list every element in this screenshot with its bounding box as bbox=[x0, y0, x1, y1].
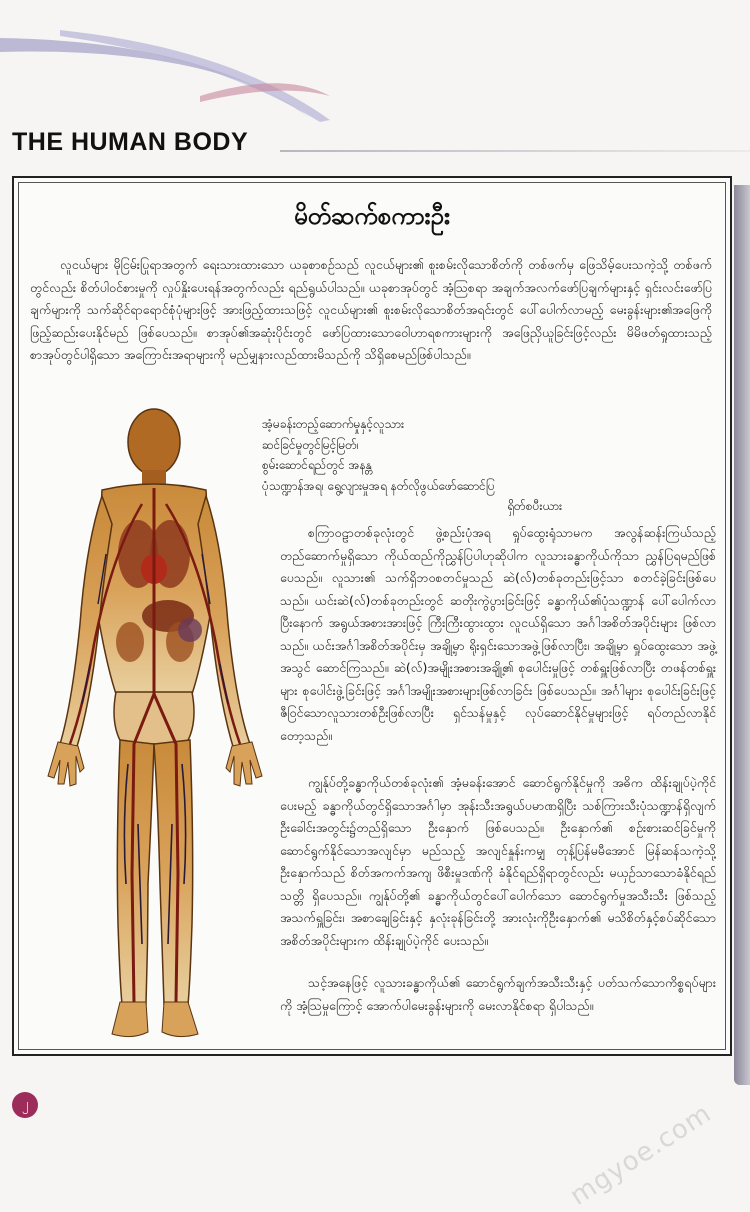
poem-line: ပုံသဏ္ဍာန်အရ၊ ရွေ့လျားမှုအရ နတ်လိုဖွယ်ဖော်ဆောင်ပြ bbox=[262, 478, 495, 493]
page-edge-shadow bbox=[734, 185, 750, 1085]
body-paragraph: သင့်အနေဖြင့် လူသားခန္ဓာကိုယ်၏ ဆောင်ရွက်ချက်အသီးသီးနှင့် ပတ်သက်သောကိစ္စရပ်များကို အံ့သြမှုကြောင့် အောက်ပါမေးခွန်းများကို မေးလာနိုင်စရာ ရှိပါသည်။ bbox=[280, 975, 716, 1013]
page-number-badge: ၂ bbox=[12, 1092, 38, 1118]
poem-line: စွမ်းဆောင်ရည်တွင် အနန္တ bbox=[262, 458, 372, 472]
decorative-swoosh bbox=[0, 0, 750, 130]
header-rule bbox=[280, 150, 750, 152]
article-title: မိတ်ဆက်စကားဦး bbox=[293, 202, 451, 230]
body-paragraph: စကြာဝဠာတစ်ခုလုံးတွင် ဖွဲ့စည်းပုံအရ ရှုပ်ထွေးရုံသာမက အလွန်ဆန်းကြယ်သည့် တည်ဆောက်မှုရှိသော ကိုယ်ထည်ကိုညွှန်ပြပါဟုဆိုပါက လူသားခန္ဓာကိုယ်ကိုသာ ညွှန်ပြရမည်ဖြစ်ပေသည်။ လူသား၏ သက်ရှိဘဝစတင်မှုသည် ဆဲ(လ်)တစ်ခုတည်းဖြင့်သာ စတင်ခဲ့ခြင်းဖြစ်ပေသည်။ ယင်းဆဲ(လ်)တစ်ခုတည်းတွင် ဆတိုးကွဲပွားခြင်းဖြင့် ခန္ဓာကိုယ်၏ပုံသဏ္ဍာန် ပေါ်ပေါက်လာပြီးနောက် အရွယ်အစားအားဖြင့် ကြီးကြီးထွားထွား လူငယ်ရှိသော အင်္ဂါအစိတ်အပိုင်းများ ဖြစ်လာသည်။ ယင်းအင်္ဂါအစိတ်အပိုင်းမှ အချို့မှာ ရိုးရှင်းသောအဖွဲ့ဖြစ်လာပြီး၊ အချို့မှာ ရှုပ်ထွေးသော အဖွဲ့အသွင် ဆောင်ကြသည်။ ဆဲ(လ်)အမျိုးအစားအချို့၏ စုပေါင်းမှုဖြင့် တစ်ရှူးဖြစ်လာပြီး တဖန်တစ်ရှူးများ စုပေါင်းဖွဲ့ခြင်းဖြင့် အင်္ဂါအမျိုးအစားများဖြစ်လာခြင်း ဖြစ်ပေသည်။ အင်္ဂါများ စုပေါင်းခြင်းဖြင့် ဇီဝြင်သောလူသားတစ်ဦးဖြစ်လာပြီး ရှင်သန်မှုနှင့် လုပ်ဆောင်နိုင်မှုများဖြင့် ရပ်တည်လာနိုင်တော့သည်။ bbox=[280, 525, 716, 743]
poem-line: ဆင်ခြင်မှုတွင်မြင့်မြတ်၊ bbox=[262, 437, 359, 452]
poem-author: ရှိတ်စပီးယား bbox=[507, 499, 562, 513]
watermark: mgyoe.com bbox=[564, 1098, 718, 1212]
poem-line: အံ့မခန်းတည့်ဆောက်မှုနှင့်လူသား bbox=[262, 417, 405, 431]
poem-quote bbox=[262, 414, 562, 517]
human-body-illustration bbox=[42, 404, 268, 1044]
header-title: THE HUMAN BODY bbox=[12, 128, 249, 156]
intro-paragraph: လူငယ်များ မိုငြမ်းပြုရာအတွက် ရေးသားထားသော ယခုစာစဉ်သည် လူငယ်များ၏ စူးစမ်းလိုသောစိတ်ကို တစ်ဖက်မှ ဖြေသိမ့်ပေးသကဲ့သို့ တစ်ဖက်တွင်လည်း စိတ်ပါဝင်စားမှုကို လှုပ်နှိုးပေးရန်အတွက်လည်း ရည်ရွယ်ပါသည်။ ယခုစာအုပ်တွင် အံ့သြစရာ အချက်အလက်ဖော်ပြချက်များနှင့် ရှင်းလင်းဖော်ပြချက်များကို သက်ဆိုင်ရာရောင်စုံပုံများဖြင့် အားဖြည့်ထားသဖြင့် လူငယ်များ၏ စူးစမ်းလိုသောစိတ်အရင်းတွင် ပေါ်ပေါက်လာမည့် မေးခွန်းများ၏အဖြေကို ဖြည့်ဆည်းပေးနိုင်မည် ဖြစ်ပေသည်။ စာအုပ်၏အဆုံးပိုင်းတွင် ဖော်ပြထားသောဝေါဟာရစကားများကို အဖြေညှိယူခြင်းဖြင့်လည်း မိမိဖတ်ရှုထားသည့် စာအုပ်တွင်ပါရှိသော အကြောင်းအရာများကို မည်မျှနားလည်ထားမိသည်ကို သိရှိစေမည်ဖြစ်ပါသည်။ bbox=[30, 257, 712, 362]
body-paragraph: ကျွန်ုပ်တို့ခန္ဓာကိုယ်တစ်ခုလုံး၏ အံ့မခန်းအောင် ဆောင်ရွက်နိုင်မှုကို အဓိက ထိန်းချုပ်ပဲ့ကိုင်ပေးမည့် ခန္ဓာကိုယ်တွင်ရှိသောအင်္ဂါမှာ အုန်းသီးအရွယ်ပမာဏရှိပြီး သစ်ကြားသီးပုံသဏ္ဍာန်ရှိလျက် ဦးခေါင်းအတွင်း၌တည်ရှိသော ဦးနှောက် ဖြစ်ပေသည်။ ဦးနှောက်၏ စဉ်းစားဆင်ခြင်မှုကို ဆောင်ရွက်နိုင်သောအလျင်မှာ မည်သည့် အလျင်နှုန်းကမျှ တုန့်ပြန်မမီအောင် မြန်ဆန်သကဲ့သို့ ဦးနှောက်သည် စိတ်အကက်အကျ ဖိစီးမှုဒဏ်ကို ခံနိုင်ရည်ရှိရာတွင်လည်း မယှဉ်သာသောခံနိုင်ရည်သတ္တိ ရှိပေသည်။ ကျွန်ုပ်တို့၏ ခန္ဓာကိုယ်တွင်ပေါ်ပေါက်သော ဆောင်ရွက်မှုအသီးသီး ဖြစ်သည့် အသက်ရှူခြင်း၊ အစာချေခြင်းနှင့် နှလုံးခုန်ခြင်းတို့ အားလုံးကိုဦးနှောက်၏ မသိစိတ်နှင့်စပ်ဆိုင်သော အစိတ်အပိုင်းများက ထိန်းချုပ်ပဲ့ကိုင် ပေးသည်။ bbox=[280, 775, 716, 948]
